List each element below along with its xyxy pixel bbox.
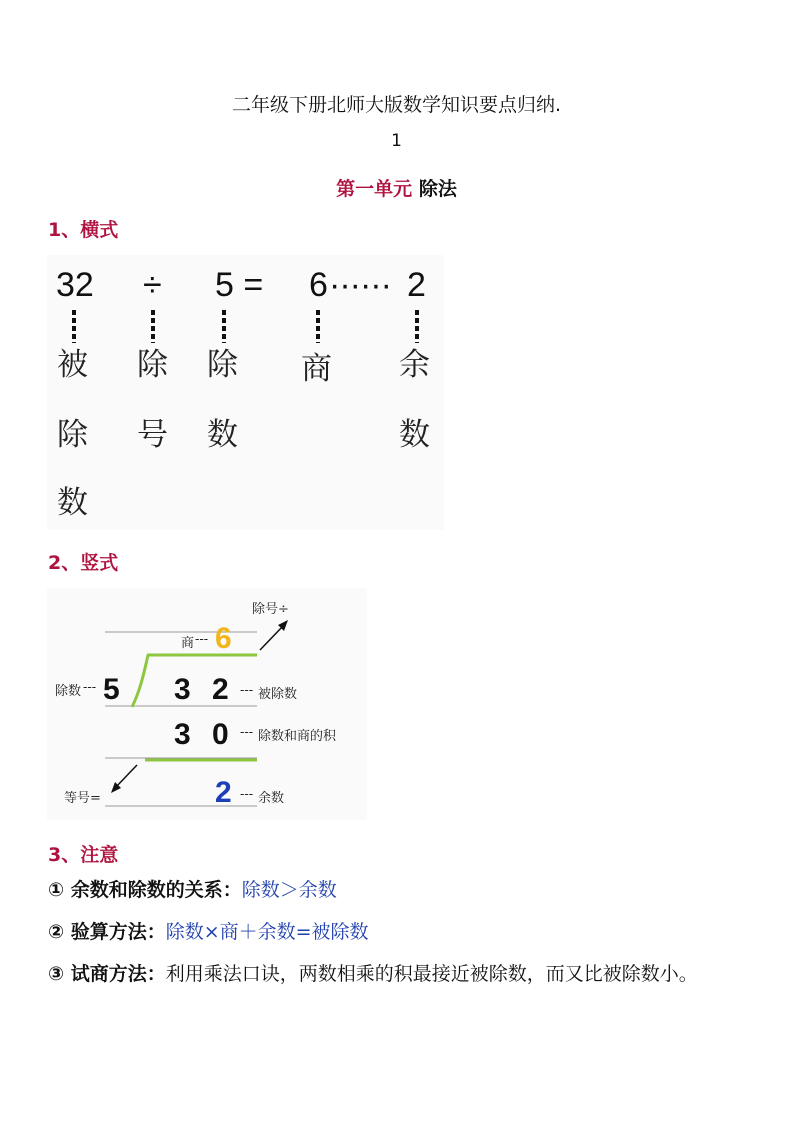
vertical-form-figure <box>47 588 367 820</box>
unit-label: 第一单元 <box>336 178 413 200</box>
remainder-value: 2 <box>407 266 426 304</box>
dividend-ones-digit: 2 <box>212 673 229 706</box>
dividend-value: 32 <box>56 266 94 304</box>
product-leader: --- <box>240 725 254 740</box>
ellipsis-dots: ······ <box>329 266 391 304</box>
section-heading-horizontal: 1、横式 <box>48 219 119 241</box>
section-heading-notes: 3、注意 <box>48 844 119 866</box>
remainder-name-1: 余 <box>399 347 430 383</box>
quotient-label: 商 <box>181 636 195 651</box>
remainder-label: 余数 <box>258 791 285 806</box>
note-item-3 <box>48 954 748 995</box>
note-1-text: 除数＞余数 <box>241 879 337 901</box>
product-ones-digit: 0 <box>212 718 229 751</box>
dividend-leader: --- <box>240 683 254 698</box>
sign-connector <box>151 310 155 343</box>
quotient-name: 商 <box>301 351 332 387</box>
note-3-text: 利用乘法口诀，两数相乘的积最接近被除数，而又比被除数小。 <box>165 963 698 985</box>
quotient-connector-right <box>415 310 419 343</box>
dividend-name-1: 被 <box>57 347 88 383</box>
quotient-digit: 6 <box>215 622 232 655</box>
document-title: 二年级下册北师大版数学知识要点归纳. <box>231 94 562 116</box>
remainder-leader: --- <box>240 787 254 802</box>
note-2-text: 除数×商＋余数=被除数 <box>165 921 369 943</box>
note-item-1 <box>48 870 748 911</box>
dividend-name-2: 除 <box>57 417 88 453</box>
equals-arrow-line <box>115 765 137 788</box>
division-sign-value: ÷ <box>143 266 162 304</box>
divisor-label: 除数 <box>55 684 82 699</box>
equals-label: 等号= <box>64 791 101 806</box>
division-bracket-curve <box>132 655 148 707</box>
sign-name-1: 除 <box>137 347 168 383</box>
divisor-connector <box>222 310 226 343</box>
divisor-value: 5 = <box>215 266 264 304</box>
dividend-connector <box>72 310 76 343</box>
section-heading-vertical: 2、竖式 <box>48 552 119 574</box>
long-division-lines <box>47 588 367 820</box>
product-label: 除数和商的积 <box>258 729 337 744</box>
note-item-2 <box>48 912 748 953</box>
divisor-name-2: 数 <box>207 417 238 453</box>
remainder-name-2: 数 <box>399 417 430 453</box>
remainder-digit: 2 <box>215 776 232 809</box>
dividend-label: 被除数 <box>258 687 298 702</box>
divisor-leader: --- <box>83 680 97 695</box>
divisor-name-1: 除 <box>207 347 238 383</box>
sign-arrow-line <box>260 625 284 650</box>
product-tens-digit: 3 <box>174 718 191 751</box>
division-sign-label: 除号÷ <box>252 602 289 617</box>
horizontal-form-figure <box>47 255 444 530</box>
unit-heading <box>0 174 793 201</box>
note-3-label: ③ 试商方法： <box>48 963 166 985</box>
divisor-digit: 5 <box>103 673 120 706</box>
dividend-name-3: 数 <box>57 485 88 521</box>
note-1-label: ① 余数和除数的关系： <box>48 879 242 901</box>
unit-topic: 除法 <box>418 178 457 200</box>
quotient-connector-left <box>316 310 320 343</box>
quotient-value: 6 <box>309 266 328 304</box>
note-2-label: ② 验算方法： <box>48 921 166 943</box>
quotient-leader: --- <box>195 632 209 647</box>
page-number: 1 <box>391 131 402 151</box>
dividend-tens-digit: 3 <box>174 673 191 706</box>
sign-name-2: 号 <box>137 417 168 453</box>
